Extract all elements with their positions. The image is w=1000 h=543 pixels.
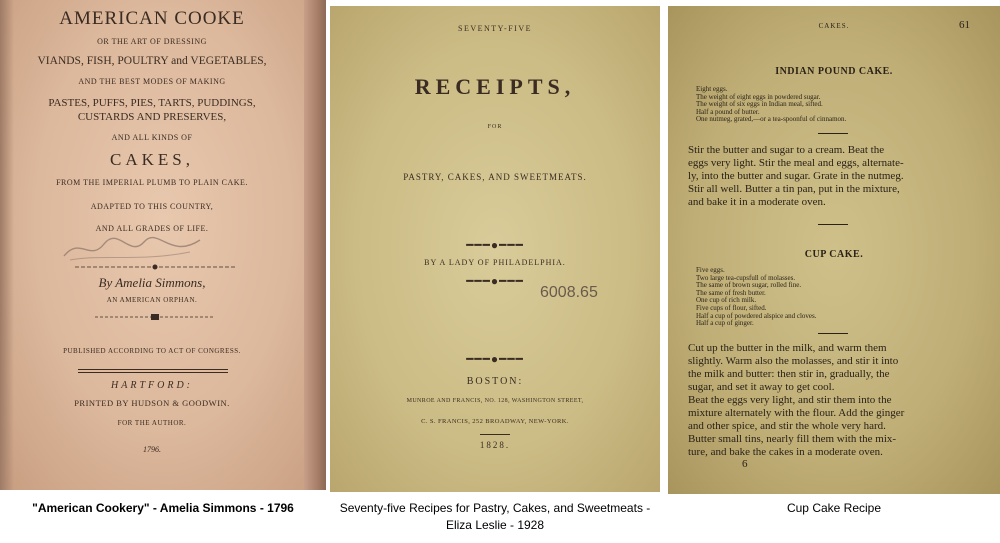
printer-line: PRINTED BY HUDSON & GOODWIN. <box>74 398 230 408</box>
ingredient-item: Five eggs. <box>696 266 725 274</box>
subtitle-line: AND ALL KINDS OF <box>111 133 193 142</box>
method-line: slightly. Warm also the molasses, and stir it into <box>688 355 899 367</box>
method-line: mixture alternately with the flour. Add the ginger <box>688 407 905 419</box>
running-header: CAKES. <box>818 22 850 30</box>
author-descriptor: AN AMERICAN ORPHAN. <box>106 296 198 304</box>
ingredient-item: Half a cup of powdered alspice and cloves. <box>696 311 817 320</box>
method-line: the milk and butter: then stir in, gradually, the <box>688 368 890 380</box>
publisher-line: C. S. FRANCIS, 252 BROADWAY, NEW-YORK. <box>421 418 569 425</box>
method-line: and other spice, and stir the whole very hard. <box>688 420 886 432</box>
ingredient-item: Eight eggs. <box>696 85 728 93</box>
subtitle-line: CUSTARDS AND PRESERVES, <box>77 111 227 123</box>
american-cookery-title-page <box>0 0 326 490</box>
for-line: FOR <box>487 124 503 130</box>
recipe-method <box>688 342 904 459</box>
page-number: 61 <box>959 19 970 31</box>
ornament-rule <box>75 262 235 272</box>
method-line: ly, into the butter and sugar. Grate in the nutmeg. <box>688 170 904 182</box>
caption-cup-cake-recipe: Cup Cake Recipe <box>786 501 882 515</box>
recipe-title: CUP CAKE. <box>804 249 864 260</box>
ornament-rule: ━━━●━━━ <box>466 238 524 252</box>
copyright-line: PUBLISHED ACCORDING TO ACT OF CONGRESS. <box>63 347 241 355</box>
book-subtitle: PASTRY, CAKES, AND SWEETMEATS. <box>403 172 587 182</box>
author-line: BY A LADY OF PHILADELPHIA. <box>424 258 566 267</box>
ingredient-item: Half a pound of butter. <box>696 107 760 116</box>
seventy-five-receipts-title-page <box>330 6 660 492</box>
subtitle-line: FROM THE IMPERIAL PLUMB TO PLAIN CAKE. <box>56 178 248 187</box>
divider <box>818 133 848 134</box>
ornament-rule <box>95 312 215 322</box>
place-of-publication: BOSTON: <box>466 376 524 387</box>
method-line: sugar, and set it away to get cool. <box>688 381 835 393</box>
publication-year: 1796. <box>143 445 161 454</box>
ingredient-item: Two large tea-cupsfull of molasses. <box>696 273 796 282</box>
divider <box>480 434 510 435</box>
method-line: Stir all well. Butter a tin pan, put in the mixture, <box>688 183 900 195</box>
handwritten-signature <box>60 232 210 266</box>
book-title: AMERICAN COOKE <box>59 8 245 29</box>
subtitle-line: AND ALL GRADES OF LIFE. <box>95 224 209 233</box>
ingredient-item: Five cups of flour, sifted. <box>696 303 767 312</box>
place-of-publication: HARTFORD: <box>111 380 193 391</box>
publication-year: 1828. <box>479 440 511 450</box>
ingredient-list <box>696 86 846 124</box>
book-spine <box>304 0 326 490</box>
divider <box>818 224 848 225</box>
ingredient-item: One cup of rich milk. <box>696 296 757 305</box>
ingredient-list <box>696 267 817 328</box>
caption-line: Eliza Leslie - 1928 <box>445 518 545 532</box>
ingredient-item: Half a cup of ginger. <box>696 319 754 328</box>
page-shadow <box>0 0 14 490</box>
ingredient-item: One nutmeg, grated,—or a tea-spoonful of cinnamon. <box>696 115 847 124</box>
caption-american-cookery: "American Cookery" - Amelia Simmons - 1796 <box>32 501 294 515</box>
author-byline: By Amelia Simmons, <box>98 275 206 290</box>
method-line: ture, and bake the cakes in a moderate oven. <box>688 446 883 458</box>
divider <box>78 369 228 370</box>
divider <box>818 333 848 334</box>
ornament-rule: ━━━●━━━ <box>466 274 524 288</box>
cup-cake-recipe-page <box>668 6 1000 494</box>
subtitle-line: VIANDS, FISH, POULTRY and VEGETABLES, <box>37 55 267 67</box>
recipe-title: INDIAN POUND CAKE. <box>775 66 893 77</box>
subtitle-line: AND THE BEST MODES OF MAKING <box>78 77 226 86</box>
method-line: Cut up the butter in the milk, and warm them <box>688 342 887 354</box>
method-line: Butter small tins, nearly fill them with the mix- <box>688 433 897 445</box>
title-top-line: SEVENTY-FIVE <box>458 24 532 33</box>
ingredient-item: The weight of six eggs in Indian meal, sifted. <box>696 100 823 109</box>
method-line: Beat the eggs very light, and stir them into the <box>688 394 892 406</box>
for-author-line: FOR THE AUTHOR. <box>117 419 187 427</box>
ingredient-item: The same of fresh butter. <box>696 288 766 297</box>
caption-seventy-five-receipts <box>330 500 660 534</box>
divider <box>78 372 228 373</box>
library-shelfmark: 6008.65 <box>540 284 598 301</box>
receipts-heading: RECEIPTS, <box>414 74 576 99</box>
method-line: Stir the butter and sugar to a cream. Beat the <box>688 144 885 156</box>
cakes-heading: CAKES, <box>110 150 194 169</box>
method-line: eggs very light. Stir the meal and eggs, alternate- <box>688 157 904 169</box>
subtitle-line: OR THE ART OF DRESSING <box>97 37 207 46</box>
recipe-method <box>688 144 904 209</box>
ingredient-item: The weight of eight eggs in powdered sugar. <box>696 92 821 101</box>
ingredient-item: The same of brown sugar, rolled fine. <box>696 281 802 290</box>
method-line: and bake it in a moderate oven. <box>688 196 826 208</box>
subtitle-line: PASTES, PUFFS, PIES, TARTS, PUDDINGS, <box>48 97 256 109</box>
signature-mark: 6 <box>742 458 748 470</box>
publisher-line: MUNROE AND FRANCIS, NO. 128, WASHINGTON STREET, <box>406 398 584 404</box>
subtitle-line: ADAPTED TO THIS COUNTRY, <box>90 202 214 211</box>
ornament-rule: ━━━●━━━ <box>466 352 524 366</box>
caption-line: Seventy-five Recipes for Pastry, Cakes, and Sweetmeats - <box>339 501 651 515</box>
